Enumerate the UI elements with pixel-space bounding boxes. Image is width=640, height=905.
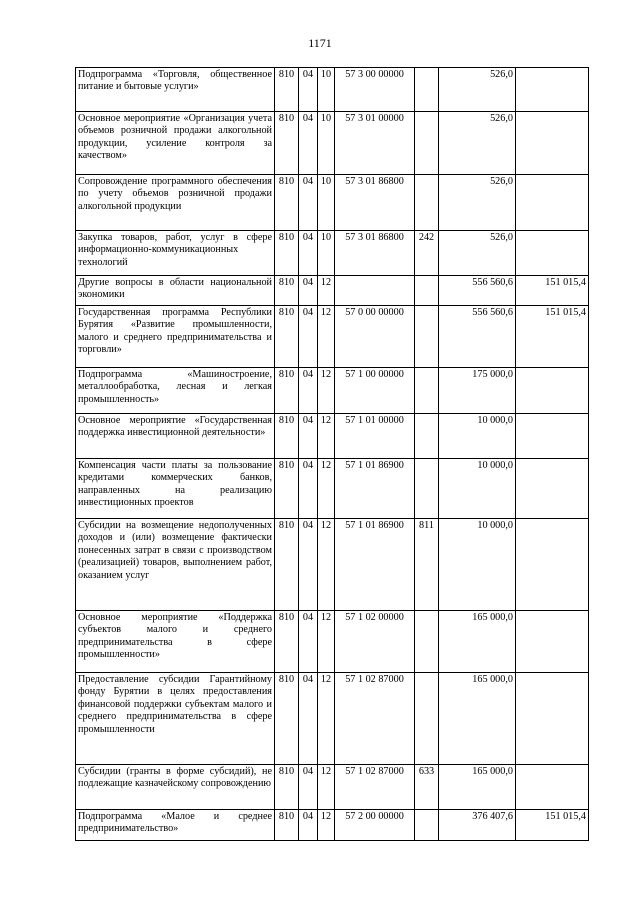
row-name-cell: Основное мероприятие «Поддержка субъектов малого и среднего предпринимательства в сфере промышленности» xyxy=(76,611,275,673)
section-code-cell: 04 xyxy=(299,519,318,611)
amount-total-cell: 10 000,0 xyxy=(439,459,516,519)
section-code-cell: 04 xyxy=(299,68,318,112)
table-row xyxy=(76,459,589,519)
target-article-cell: 57 2 00 00000 xyxy=(335,810,415,841)
expense-type-cell xyxy=(415,306,439,368)
grbs-code-cell: 810 xyxy=(275,306,299,368)
target-article-cell: 57 1 02 87000 xyxy=(335,765,415,810)
row-name-cell: Другие вопросы в области национальной экономики xyxy=(76,276,275,306)
target-article-cell: 57 0 00 00000 xyxy=(335,306,415,368)
grbs-code-cell: 810 xyxy=(275,368,299,414)
amount-total-cell: 165 000,0 xyxy=(439,673,516,765)
expense-type-cell xyxy=(415,68,439,112)
amount-federal-cell: 151 015,4 xyxy=(516,810,589,841)
amount-total-cell: 165 000,0 xyxy=(439,611,516,673)
grbs-code-cell: 810 xyxy=(275,414,299,459)
expense-type-cell xyxy=(415,276,439,306)
row-name-cell: Подпрограмма «Малое и среднее предпринимательство» xyxy=(76,810,275,841)
budget-table xyxy=(75,67,589,841)
section-code-cell: 04 xyxy=(299,276,318,306)
row-name-cell: Государственная программа Республики Бурятия «Развитие промышленности, малого и среднего предпринимательства и торговли» xyxy=(76,306,275,368)
subsection-code-cell: 10 xyxy=(318,68,335,112)
grbs-code-cell: 810 xyxy=(275,276,299,306)
amount-federal-cell xyxy=(516,519,589,611)
amount-total-cell: 10 000,0 xyxy=(439,519,516,611)
expense-type-cell xyxy=(415,611,439,673)
row-name-cell: Подпрограмма «Машиностроение, металлообработка, лесная и легкая промышленность» xyxy=(76,368,275,414)
subsection-code-cell: 10 xyxy=(318,231,335,276)
subsection-code-cell: 12 xyxy=(318,459,335,519)
target-article-cell: 57 3 00 00000 xyxy=(335,68,415,112)
section-code-cell: 04 xyxy=(299,306,318,368)
amount-federal-cell xyxy=(516,68,589,112)
grbs-code-cell: 810 xyxy=(275,175,299,231)
subsection-code-cell: 12 xyxy=(318,414,335,459)
table-row xyxy=(76,231,589,276)
table-row xyxy=(76,68,589,112)
amount-federal-cell xyxy=(516,231,589,276)
amount-total-cell: 556 560,6 xyxy=(439,276,516,306)
table-row xyxy=(76,810,589,841)
grbs-code-cell: 810 xyxy=(275,810,299,841)
target-article-cell: 57 1 02 00000 xyxy=(335,611,415,673)
amount-federal-cell: 151 015,4 xyxy=(516,306,589,368)
target-article-cell xyxy=(335,276,415,306)
amount-total-cell: 526,0 xyxy=(439,231,516,276)
expense-type-cell: 811 xyxy=(415,519,439,611)
section-code-cell: 04 xyxy=(299,368,318,414)
amount-federal-cell xyxy=(516,175,589,231)
subsection-code-cell: 10 xyxy=(318,112,335,175)
amount-total-cell: 10 000,0 xyxy=(439,414,516,459)
table-row xyxy=(76,276,589,306)
amount-federal-cell xyxy=(516,459,589,519)
amount-federal-cell xyxy=(516,112,589,175)
subsection-code-cell: 10 xyxy=(318,175,335,231)
table-row xyxy=(76,306,589,368)
expense-type-cell: 633 xyxy=(415,765,439,810)
expense-type-cell xyxy=(415,673,439,765)
grbs-code-cell: 810 xyxy=(275,459,299,519)
row-name-cell: Субсидии (гранты в форме субсидий), не подлежащие казначейскому сопровождению xyxy=(76,765,275,810)
row-name-cell: Субсидии на возмещение недополученных доходов и (или) возмещение фактически понесенных затрат в связи с производством (реализацией) товаров, выполнением работ, оказанием услуг xyxy=(76,519,275,611)
amount-total-cell: 526,0 xyxy=(439,112,516,175)
row-name-cell: Компенсация части платы за пользование кредитами коммерческих банков, направленных на реализацию инвестиционных проектов xyxy=(76,459,275,519)
target-article-cell: 57 3 01 86800 xyxy=(335,231,415,276)
section-code-cell: 04 xyxy=(299,765,318,810)
expense-type-cell xyxy=(415,368,439,414)
expense-type-cell xyxy=(415,414,439,459)
table-row xyxy=(76,673,589,765)
subsection-code-cell: 12 xyxy=(318,765,335,810)
amount-total-cell: 376 407,6 xyxy=(439,810,516,841)
amount-federal-cell xyxy=(516,765,589,810)
table-row xyxy=(76,368,589,414)
section-code-cell: 04 xyxy=(299,810,318,841)
grbs-code-cell: 810 xyxy=(275,112,299,175)
row-name-cell: Сопровождение программного обеспечения по учету объемов розничной продажи алкогольной продукции xyxy=(76,175,275,231)
section-code-cell: 04 xyxy=(299,175,318,231)
subsection-code-cell: 12 xyxy=(318,368,335,414)
section-code-cell: 04 xyxy=(299,112,318,175)
subsection-code-cell: 12 xyxy=(318,519,335,611)
amount-total-cell: 526,0 xyxy=(439,68,516,112)
grbs-code-cell: 810 xyxy=(275,673,299,765)
expense-type-cell xyxy=(415,810,439,841)
amount-total-cell: 526,0 xyxy=(439,175,516,231)
target-article-cell: 57 3 01 86800 xyxy=(335,175,415,231)
budget-table-body xyxy=(76,68,589,841)
row-name-cell: Основное мероприятие «Организация учета объемов розничной продажи алкогольной продукции, усиление контроля за качеством» xyxy=(76,112,275,175)
target-article-cell: 57 3 01 00000 xyxy=(335,112,415,175)
amount-federal-cell xyxy=(516,611,589,673)
section-code-cell: 04 xyxy=(299,414,318,459)
table-row xyxy=(76,414,589,459)
section-code-cell: 04 xyxy=(299,673,318,765)
amount-total-cell: 556 560,6 xyxy=(439,306,516,368)
target-article-cell: 57 1 02 87000 xyxy=(335,673,415,765)
subsection-code-cell: 12 xyxy=(318,611,335,673)
target-article-cell: 57 1 01 00000 xyxy=(335,414,415,459)
subsection-code-cell: 12 xyxy=(318,673,335,765)
row-name-cell: Закупка товаров, работ, услуг в сфере информационно-коммуникационных технологий xyxy=(76,231,275,276)
target-article-cell: 57 1 00 00000 xyxy=(335,368,415,414)
row-name-cell: Предоставление субсидии Гарантийному фонду Бурятии в целях предоставления финансовой поддержки субъектам малого и среднего предпринимательства в сфере промышленности xyxy=(76,673,275,765)
table-row xyxy=(76,611,589,673)
expense-type-cell xyxy=(415,459,439,519)
amount-federal-cell xyxy=(516,368,589,414)
amount-total-cell: 165 000,0 xyxy=(439,765,516,810)
subsection-code-cell: 12 xyxy=(318,276,335,306)
amount-total-cell: 175 000,0 xyxy=(439,368,516,414)
amount-federal-cell xyxy=(516,414,589,459)
page-number: 1171 xyxy=(308,36,332,50)
subsection-code-cell: 12 xyxy=(318,810,335,841)
row-name-cell: Основное мероприятие «Государственная поддержка инвестиционной деятельности» xyxy=(76,414,275,459)
grbs-code-cell: 810 xyxy=(275,231,299,276)
section-code-cell: 04 xyxy=(299,231,318,276)
table-row xyxy=(76,765,589,810)
target-article-cell: 57 1 01 86900 xyxy=(335,459,415,519)
target-article-cell: 57 1 01 86900 xyxy=(335,519,415,611)
table-row xyxy=(76,175,589,231)
section-code-cell: 04 xyxy=(299,459,318,519)
section-code-cell: 04 xyxy=(299,611,318,673)
grbs-code-cell: 810 xyxy=(275,611,299,673)
grbs-code-cell: 810 xyxy=(275,765,299,810)
grbs-code-cell: 810 xyxy=(275,519,299,611)
table-row xyxy=(76,112,589,175)
amount-federal-cell: 151 015,4 xyxy=(516,276,589,306)
expense-type-cell: 242 xyxy=(415,231,439,276)
table-row xyxy=(76,519,589,611)
expense-type-cell xyxy=(415,175,439,231)
row-name-cell: Подпрограмма «Торговля, общественное питание и бытовые услуги» xyxy=(76,68,275,112)
amount-federal-cell xyxy=(516,673,589,765)
expense-type-cell xyxy=(415,112,439,175)
grbs-code-cell: 810 xyxy=(275,68,299,112)
subsection-code-cell: 12 xyxy=(318,306,335,368)
